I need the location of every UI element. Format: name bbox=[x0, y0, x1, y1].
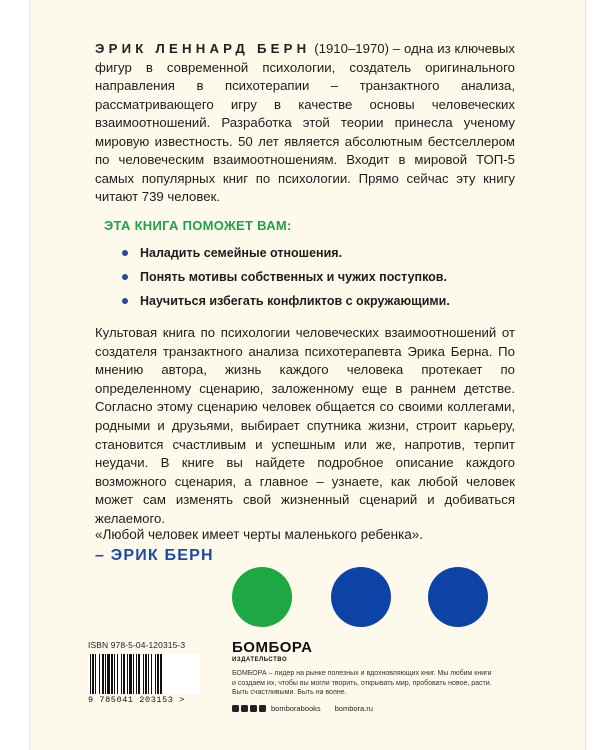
publisher-block bbox=[232, 640, 532, 713]
author-years: (1910–1970) – bbox=[314, 41, 401, 56]
book-description: Культовая книга по психологии человеческих взаимоотношений от создателя транзактного анализа психотерапевта Эрика Берна. По мнению автора, жизнь каждого человека протекает по определенному сценарию, заложенному еще в раннем детстве. Согласно этому сценарию человек общается со своими коллегами, родными и друзьями, выбирает спутника жизни, строит карьеру, становится счастливым и успешным или же, напротив, терпит неудачи. В книге вы найдете подробное описание каждого возможного сценария, а главное – узнаете, как любой человек может сам изменять свой жизненный сценарий и добиваться желаемого. bbox=[95, 325, 515, 526]
barcode bbox=[88, 654, 200, 694]
isbn-block bbox=[88, 640, 198, 705]
list-item-text: Научиться избегать конфликтов с окружающими. bbox=[140, 294, 450, 308]
barcode-digits: 9 785041 203153 > bbox=[88, 695, 185, 705]
benefits-list bbox=[104, 245, 524, 309]
barcode-bars bbox=[88, 654, 200, 694]
list-item-text: Понять мотивы собственных и чужих поступков. bbox=[140, 270, 447, 284]
instagram-icon bbox=[250, 705, 257, 712]
list-item bbox=[104, 245, 524, 261]
facebook-icon bbox=[232, 705, 239, 712]
social-handle: bomborabooks bbox=[271, 703, 321, 713]
blue-circle-decor bbox=[428, 567, 488, 627]
bullet-icon bbox=[122, 250, 128, 256]
author-bio-text: одна из ключевых фигур в современной психологии, создатель оригинального направления в психотерапии – транзактного анализа, рассматривающего игру в качестве основы человеческих взаимоотношений. Разработка этой теории принесла ученому мировую известность. 50 лет является абсолютным бестселлером по человеческим взаимоотношениям. Входит в мировой ТОП-5 самых популярных книг по психологии. Прямо сейчас эту книгу читают 739 человек. bbox=[95, 41, 515, 204]
author-bio bbox=[95, 40, 515, 207]
bullet-icon bbox=[122, 274, 128, 280]
publisher-description: БОМБОРА – лидер на рынке полезных и вдохновляющих книг. Мы любим книги и создаем их, чтобы вы могли творить, открывать мир, пробовать новое, расти. Быть счастливыми. Быть на волне. bbox=[232, 670, 492, 696]
list-item bbox=[104, 293, 524, 309]
author-name: ЭРИК ЛЕННАРД БЕРН bbox=[95, 41, 311, 56]
publisher-logo: БОМБОРА bbox=[232, 639, 313, 656]
list-item-text: Наладить семейные отношения. bbox=[140, 246, 343, 260]
green-circle-decor bbox=[232, 567, 292, 627]
list-item bbox=[104, 269, 524, 285]
publisher-subtitle: ИЗДАТЕЛЬСТВО bbox=[232, 657, 288, 663]
isbn-label: ISBN 978-5-04-120315-3 bbox=[88, 640, 186, 650]
vk-icon bbox=[241, 705, 248, 712]
bullet-icon bbox=[122, 298, 128, 304]
benefits-title: ЭТА КНИГА ПОМОЖЕТ ВАМ: bbox=[104, 218, 292, 233]
ok-icon bbox=[259, 705, 266, 712]
publisher-site: bombora.ru bbox=[334, 703, 373, 713]
publisher-links bbox=[232, 704, 532, 713]
benefits-block bbox=[104, 218, 524, 317]
blue-circle-decor bbox=[331, 567, 391, 627]
quote-author: – ЭРИК БЕРН bbox=[95, 547, 214, 564]
quote-text: «Любой человек имеет черты маленького ребенка». bbox=[95, 527, 424, 542]
